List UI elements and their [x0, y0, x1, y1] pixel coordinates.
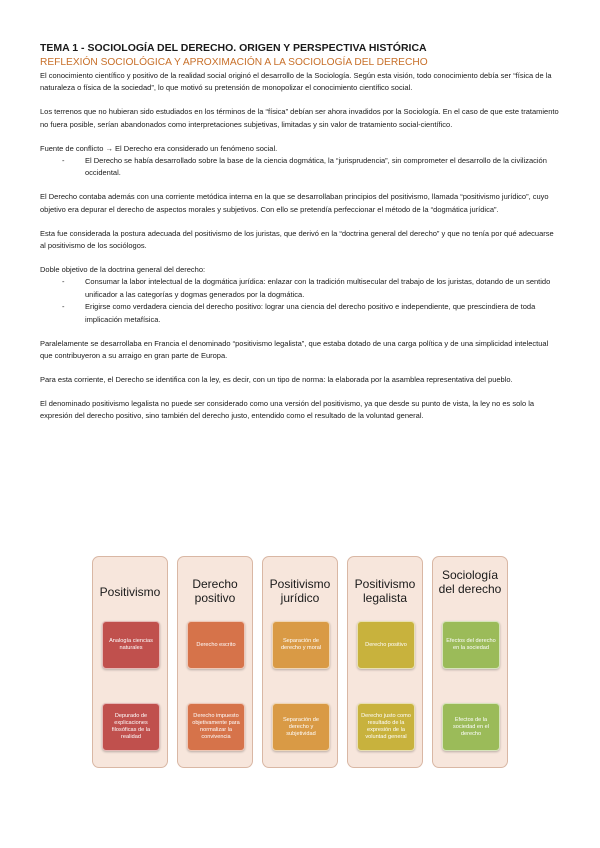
- column-heading: Positivismo: [99, 585, 161, 599]
- paragraph-7: Paralelamente se desarrollaba en Francia el denominado “positivismo legalista”, que estaba dotado de una carga política y de una simplicidad intelectual que contribuyeron a su arraigo en gran parte de Europa.: [40, 338, 549, 360]
- bullet-list-2: [40, 276, 560, 326]
- paragraph-1: El conocimiento científico y positivo de la realidad social originó el desarrollo de la Sociología. Según esta visión, todo conocimiento debía ser “física de la naturaleza o física de la sociedad”, lo que motivó su pretensión de monopolizar el conocimiento científico social.: [40, 71, 552, 93]
- diagram-column-positivismo: [92, 556, 168, 768]
- diagram-column-sociologia-del-derecho: [432, 556, 508, 768]
- concept-box: Separación de derecho y subjetividad: [272, 703, 330, 751]
- concept-box: Derecho escrito: [187, 621, 245, 669]
- paragraph-3: Fuente de conflicto → El Derecho era considerado un fenómeno social.: [40, 143, 278, 153]
- document-page: [40, 42, 560, 434]
- concept-box: Depurado de explicaciones filosóficas de la realidad: [102, 703, 160, 751]
- bullet-list-1: [40, 155, 560, 180]
- paragraph-8: Para esta corriente, el Derecho se identifica con la ley, es decir, con un tipo de norma: la elaborada por la asamblea representativa del pueblo.: [40, 374, 513, 384]
- list-item: - Consumar la labor intelectual de la dogmática jurídica: enlazar con la tradición multisecular del trabajo de los juristas, dotando de un sentido unificador a las categorías y dogmas generados por la dogmática.: [62, 277, 551, 299]
- list-item: - El Derecho se había desarrollado sobre la base de la ciencia dogmática, la “jurisprudencia”, sin comprometer el desarrollo de la civilización occidental.: [62, 156, 547, 178]
- list-item: - Erigirse como verdadera ciencia del derecho positivo: lograr una ciencia del derecho positivo e independiente, que prescindiera de toda implicación metafísica.: [62, 302, 536, 324]
- document-subtitle: REFLEXIÓN SOCIOLÓGICA Y APROXIMACIÓN A LA SOCIOLOGÍA DEL DERECHO: [40, 57, 428, 68]
- document-title: TEMA 1 - SOCIOLOGÍA DEL DERECHO. ORIGEN Y PERSPECTIVA HISTÓRICA: [40, 42, 427, 54]
- concept-box: Efectos del derecho en la sociedad: [442, 621, 500, 669]
- paragraph-2: Los terrenos que no hubieran sido estudiados en los términos de la “física” debían ser ahora invadidos por la Sociología. En el caso de que este tratamiento no fuera posible, serían abandonados como interpretaciones subjetivas, limitadas y sin valor de tratamiento social-científico.: [40, 107, 559, 129]
- paragraph-4: El Derecho contaba además con una corriente metódica interna en la que se desarrollaban principios del positivismo, llamada “positivismo jurídico”, cuyo objetivo era depurar el derecho de aspectos morales y subjetivos. Con ello se pretendía perfeccionar el método de la “dogmática jurídica”.: [40, 192, 549, 214]
- column-heading: Positivismo legalista: [354, 577, 416, 605]
- paragraph-5: Esta fue considerada la postura adecuada del positivismo de los juristas, que derivó en la “doctrina general del derecho” y que no tenía por qué adecuarse al positivismo de los sociólogos.: [40, 228, 554, 251]
- column-heading: Sociología del derecho: [438, 568, 502, 596]
- concept-box: Derecho justo como resultado de la expresión de la voluntad general: [357, 703, 415, 751]
- concept-diagram: [92, 556, 510, 768]
- column-heading: Positivismo jurídico: [269, 577, 331, 605]
- paragraph-6: Doble objetivo de la doctrina general del derecho:: [40, 264, 206, 274]
- concept-box: Analogía ciencias naturales: [102, 621, 160, 669]
- concept-box: Derecho positivo: [357, 621, 415, 669]
- diagram-column-derecho-positivo: [177, 556, 253, 768]
- concept-box: Efectos de la sociedad en el derecho: [442, 703, 500, 751]
- column-heading: Derecho positivo: [192, 577, 238, 605]
- diagram-column-positivismo-legalista: [347, 556, 423, 768]
- paragraph-9: El denominado positivismo legalista no puede ser considerado como una versión del positivismo, ya que desde su punto de vista, la ley no es solo la expresión del derecho positivo, sino también del derecho justo, entendido como el resultado de la voluntad general.: [40, 398, 535, 421]
- concept-box: Derecho impuesto objetivamente para normalizar la convivencia: [187, 703, 245, 751]
- concept-box: Separación de derecho y moral: [272, 621, 330, 669]
- diagram-column-positivismo-juridico: [262, 556, 338, 768]
